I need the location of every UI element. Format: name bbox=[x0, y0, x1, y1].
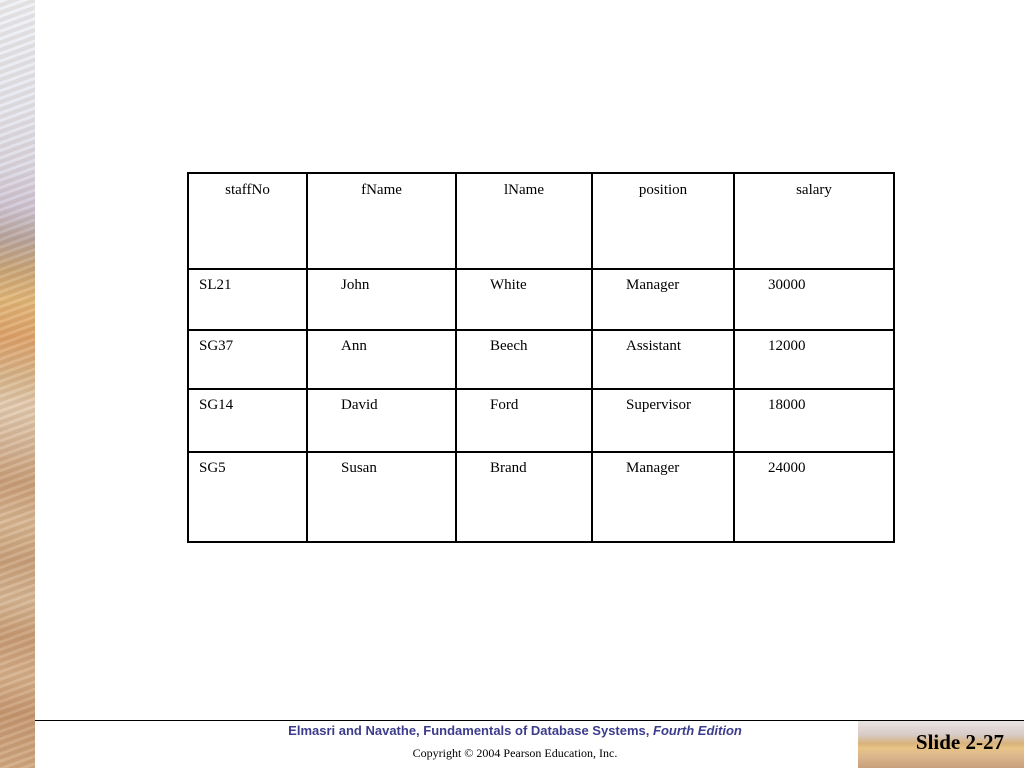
table-row bbox=[188, 330, 894, 389]
footer-title-text: Elmasri and Navathe, Fundamentals of Database Systems, bbox=[288, 723, 650, 738]
cell-lname: White bbox=[456, 269, 592, 330]
footer-copyright: Copyright © 2004 Pearson Education, Inc. bbox=[412, 746, 618, 760]
cell-lname: Ford bbox=[456, 389, 592, 452]
table-row bbox=[188, 269, 894, 330]
column-header-staffno: staffNo bbox=[188, 173, 307, 269]
footer-book-title bbox=[35, 723, 995, 738]
column-header-position: position bbox=[592, 173, 734, 269]
column-header-salary: salary bbox=[734, 173, 894, 269]
cell-salary: 24000 bbox=[734, 452, 894, 542]
cell-salary: 30000 bbox=[734, 269, 894, 330]
staff-table bbox=[187, 172, 895, 543]
cell-staffno: SG5 bbox=[188, 452, 307, 542]
cell-fname: David bbox=[307, 389, 456, 452]
cell-position: Supervisor bbox=[592, 389, 734, 452]
table-header-row bbox=[188, 173, 894, 269]
cell-fname: Ann bbox=[307, 330, 456, 389]
column-header-lname: lName bbox=[456, 173, 592, 269]
table-row bbox=[188, 452, 894, 542]
cell-position: Assistant bbox=[592, 330, 734, 389]
cell-fname: Susan bbox=[307, 452, 456, 542]
cell-salary: 12000 bbox=[734, 330, 894, 389]
cell-position: Manager bbox=[592, 452, 734, 542]
cell-fname: John bbox=[307, 269, 456, 330]
cell-staffno: SL21 bbox=[188, 269, 307, 330]
decorative-desert-strip bbox=[0, 0, 35, 768]
footer-edition: Fourth Edition bbox=[653, 723, 742, 738]
cell-staffno: SG37 bbox=[188, 330, 307, 389]
cell-staffno: SG14 bbox=[188, 389, 307, 452]
slide-number: Slide 2-27 bbox=[915, 730, 1004, 754]
cell-salary: 18000 bbox=[734, 389, 894, 452]
cell-lname: Beech bbox=[456, 330, 592, 389]
column-header-fname: fName bbox=[307, 173, 456, 269]
table-row bbox=[188, 389, 894, 452]
cell-lname: Brand bbox=[456, 452, 592, 542]
cell-position: Manager bbox=[592, 269, 734, 330]
slide-number-badge bbox=[858, 721, 1024, 768]
